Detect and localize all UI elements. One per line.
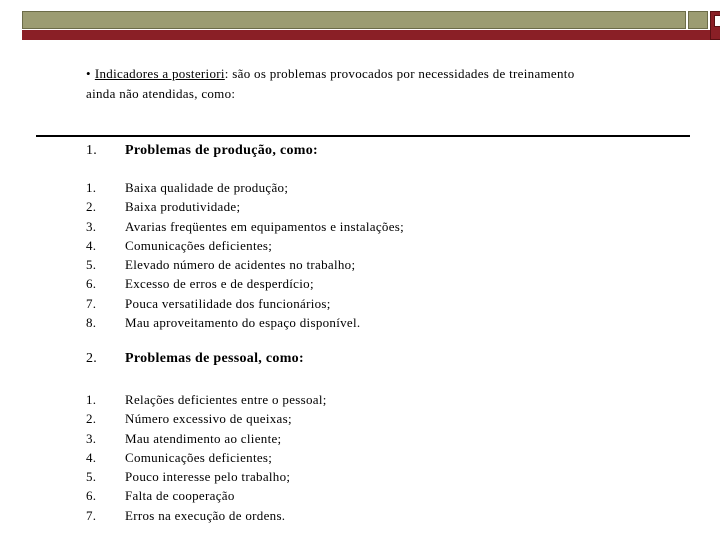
header-olive-bar bbox=[22, 11, 686, 29]
item-number: 5. bbox=[86, 469, 97, 485]
slide-header-bar bbox=[22, 11, 712, 39]
item-number: 4. bbox=[86, 237, 97, 253]
item-text: Mau aproveitamento do espaço disponível. bbox=[125, 315, 361, 331]
section-number: 2. bbox=[86, 351, 98, 366]
item-text: Relações deficientes entre o pessoal; bbox=[125, 392, 327, 407]
item-text: Excesso de erros e de desperdício; bbox=[125, 276, 314, 292]
intro-colon: : bbox=[224, 66, 229, 81]
item-number: 1. bbox=[86, 180, 97, 195]
item-text: Avarias freqüentes em equipamentos e instalações; bbox=[125, 218, 405, 234]
section-divider bbox=[36, 135, 690, 137]
item-number: 6. bbox=[86, 276, 97, 292]
intro-line1: são os problemas provocados por necessidades de treinamento bbox=[228, 66, 575, 81]
item-number: 3. bbox=[86, 430, 97, 446]
item-text: Erros na execução de ordens. bbox=[125, 507, 286, 523]
intro-term: Indicadores a posteriori bbox=[94, 66, 225, 81]
section-title: Problemas de pessoal, como: bbox=[125, 351, 304, 366]
header-olive-square bbox=[688, 11, 708, 29]
item-number: 7. bbox=[86, 295, 97, 311]
item-text: Comunicações deficientes; bbox=[125, 449, 273, 465]
item-text: Comunicações deficientes; bbox=[125, 237, 273, 253]
item-text: Falta de cooperação bbox=[125, 488, 235, 504]
item-number: 2. bbox=[86, 411, 97, 427]
item-text: Pouca versatilidade dos funcionários; bbox=[125, 295, 331, 311]
item-text: Baixa qualidade de produção; bbox=[125, 180, 289, 195]
item-text: Elevado número de acidentes no trabalho; bbox=[125, 257, 356, 273]
section-title: Problemas de produção, como: bbox=[125, 143, 318, 158]
item-number: 8. bbox=[86, 315, 97, 331]
header-maroon-bar bbox=[22, 30, 712, 40]
item-number: 6. bbox=[86, 488, 97, 504]
item-number: 7. bbox=[86, 507, 97, 523]
section-number: 1. bbox=[86, 143, 98, 158]
bullet-icon: • bbox=[86, 66, 91, 81]
intro-paragraph bbox=[86, 64, 686, 104]
item-text: Número excessivo de queixas; bbox=[125, 411, 292, 427]
item-text: Mau atendimento ao cliente; bbox=[125, 430, 282, 446]
header-inner-square bbox=[714, 15, 720, 27]
item-number: 1. bbox=[86, 392, 97, 407]
item-text: Pouco interesse pelo trabalho; bbox=[125, 469, 291, 485]
item-number: 3. bbox=[86, 218, 97, 234]
item-number: 2. bbox=[86, 199, 97, 215]
item-text: Baixa produtividade; bbox=[125, 199, 241, 215]
item-number: 4. bbox=[86, 449, 97, 465]
intro-line2: ainda não atendidas, como: bbox=[86, 86, 236, 101]
item-number: 5. bbox=[86, 257, 97, 273]
